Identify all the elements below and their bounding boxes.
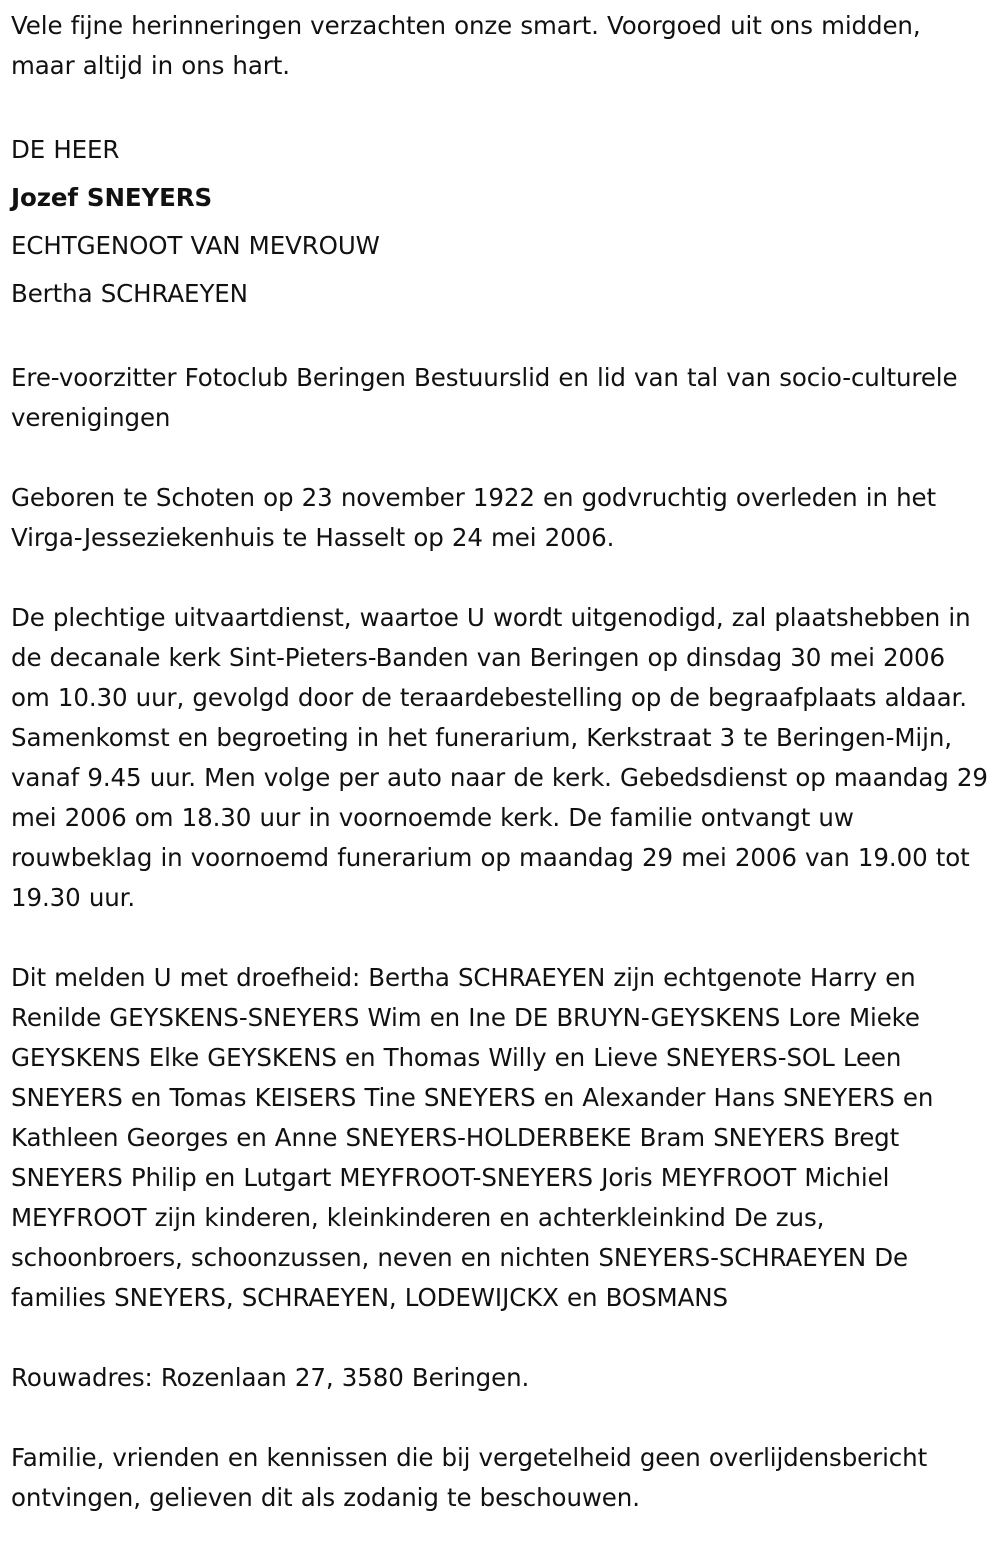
relation-text: ECHTGENOOT VAN MEVROUW [11, 231, 380, 260]
roles-text: Ere-voorzitter Fotoclub Beringen Bestuurslid en lid van tal van socio-culturele verenigingen [11, 363, 958, 432]
spacer [11, 558, 989, 598]
spacer [11, 1318, 989, 1358]
opening-text: Vele fijne herinneringen verzachten onze smart. Voorgoed uit ons midden, maar altijd in ons hart. [11, 11, 921, 80]
spacer [11, 1398, 989, 1438]
title-prefix: DE HEER [11, 135, 120, 164]
funeral-text: De plechtige uitvaartdienst, waartoe U wordt uitgenodigd, zal plaatshebben in de decanale kerk Sint-Pieters-Banden van Beringen op dinsdag 30 mei 2006 om 10.30 uur, gevolgd door de teraardebestelling op de begraafplaats aldaar. Samenkomst en begroeting in het funerarium, Kerkstraat 3 te Beringen-Mijn, vanaf 9.45 uur. Men volge per auto naar de kerk. Gebedsdienst op maandag 29 mei 2006 om 18.30 uur in voornoemde kerk. De familie ontvangt uw rouwbeklag in voornoemd funerarium op maandag 29 mei 2006 van 19.00 tot 19.30 uur. [11, 603, 988, 912]
spacer [11, 438, 989, 478]
family-text: Dit melden U met droefheid: Bertha SCHRAEYEN zijn echtgenote Harry en Renilde GEYSKENS-SNEYERS Wim en Ine DE BRUYN-GEYSKENS Lore Mieke GEYSKENS Elke GEYSKENS en Thomas Willy en Lieve SNEYERS-SOL Leen SNEYERS en Tomas KEISERS Tine SNEYERS en Alexander Hans SNEYERS en Kathleen Georges en Anne SNEYERS-HOLDERBEKE Bram SNEYERS Bregt SNEYERS Philip en Lutgart MEYFROOT-SNEYERS Joris MEYFROOT Michiel MEYFROOT zijn kinderen, kleinkinderen en achterkleinkind De zus, schoonbroers, schoonzussen, neven en nichten SNEYERS-SCHRAEYEN De families SNEYERS, SCHRAEYEN, LODEWIJCKX en BOSMANS [11, 963, 934, 1312]
spacer [11, 318, 989, 358]
spouse-name: Bertha SCHRAEYEN [11, 279, 248, 308]
deceased-heading [11, 126, 989, 318]
spacer [11, 918, 989, 958]
closing-text: Familie, vrienden en kennissen die bij vergetelheid geen overlijdensbericht ontvingen, gelieven dit als zodanig te beschouwen. [11, 1443, 928, 1512]
birth-death-text: Geboren te Schoten op 23 november 1922 en godvruchtig overleden in het Virga-Jesseziekenhuis te Hasselt op 24 mei 2006. [11, 483, 937, 552]
deceased-name: Jozef SNEYERS [11, 183, 213, 212]
spacer [11, 86, 989, 126]
address-text: Rouwadres: Rozenlaan 27, 3580 Beringen. [11, 1363, 530, 1392]
